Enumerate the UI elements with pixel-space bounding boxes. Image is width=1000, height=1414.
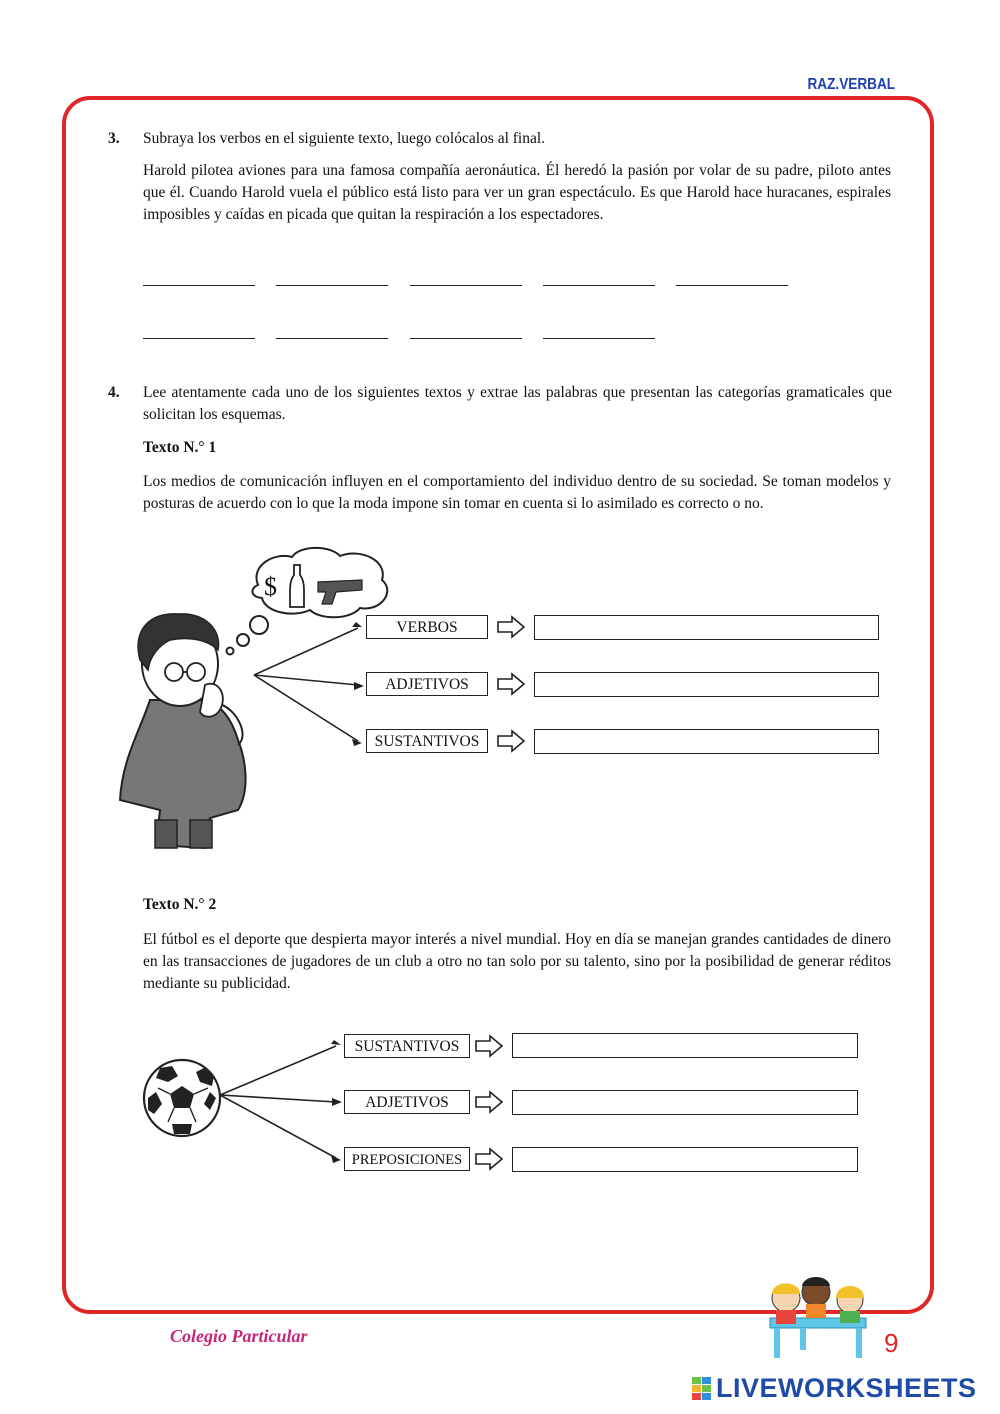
texto-2-heading: Texto N.° 2 [143,896,217,913]
texto-1-heading: Texto N.° 1 [143,439,217,456]
school-name: Colegio Particular [170,1326,308,1346]
question-3-text: Harold pilotea aviones para una famosa compañía aeronáutica. Él heredó la pasión por volar de su padre, piloto antes que él. Cuando Harold vuela el público está listo para ver un gran espectáculo. Es que Harold hace huracanes, espirales imposibles y caídas en picada que quitan la respiración a los espectadores. [143,162,891,223]
liveworksheets-logo-icon [692,1377,712,1401]
category-label-adjetivos: ADJETIVOS [344,1090,470,1114]
category-label-verbos: VERBOS [366,615,488,639]
texto-1-text: Los medios de comunicación influyen en el comportamiento del individuo dentro de su sociedad. Se toman modelos y posturas de acuerdo con lo que la moda impone sin tomar en cuenta si lo asimilado es correcto o no. [143,473,891,512]
brand-wordmark[interactable]: LIVEWORKSHEETS [716,1373,977,1403]
category-label-sustantivos: SUSTANTIVOS [366,729,488,753]
category-label-sustantivos: SUSTANTIVOS [344,1034,470,1058]
texto-2-text: El fútbol es el deporte que despierta mayor interés a nivel mundial. Hoy en día se manejan grandes cantidades de dinero en las transacciones de jugadores de un club a otro no tan solo por su talento, sino por la posibilidad de generar réditos mediante su publicidad. [143,931,891,992]
question-prompt: Lee atentamente cada uno de los siguientes textos y extrae las palabras que presentan las categorías gramaticales que solicitan los esquemas. [143,384,892,423]
subject-tag: RAZ.VERBAL [807,76,895,93]
question-number: 3. [108,130,120,147]
question-prompt: Subraya los verbos en el siguiente texto, luego colócalos al final. [143,130,546,147]
page-number: 9 [884,1328,899,1358]
category-label-adjetivos: ADJETIVOS [366,672,488,696]
category-label-preposiciones: PREPOSICIONES [344,1147,470,1171]
dollar-sign: $ [264,572,277,601]
question-number: 4. [108,384,120,401]
